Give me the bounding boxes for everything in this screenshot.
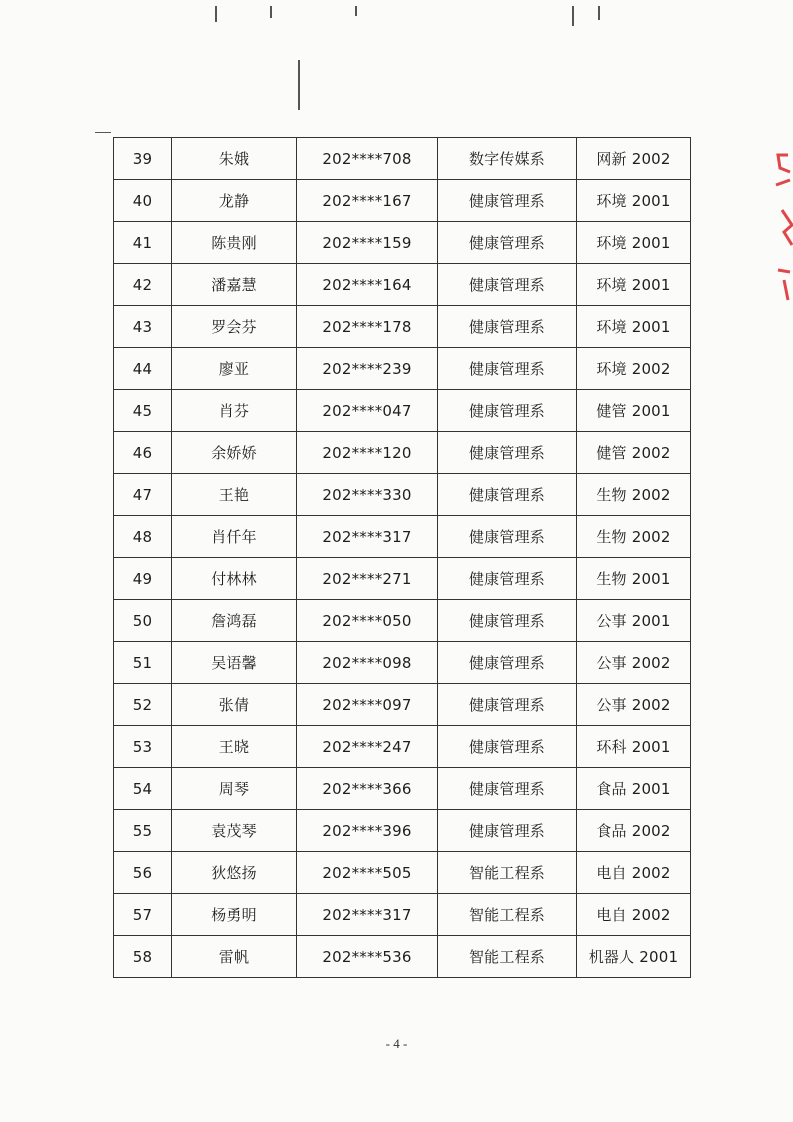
student-name-cell: 詹鸿磊	[172, 600, 297, 642]
student-name-cell: 余娇娇	[172, 432, 297, 474]
table-row	[114, 600, 691, 642]
table-row	[114, 810, 691, 852]
student-name-cell: 吴语馨	[172, 642, 297, 684]
student-id-cell: 202****047	[297, 390, 438, 432]
student-id-cell: 202****247	[297, 726, 438, 768]
student-name-cell: 罗会芬	[172, 306, 297, 348]
table-row	[114, 936, 691, 978]
row-number-cell: 43	[114, 306, 172, 348]
student-id-cell: 202****178	[297, 306, 438, 348]
table-row	[114, 852, 691, 894]
class-cell: 生物 2002	[577, 516, 691, 558]
row-number-cell: 51	[114, 642, 172, 684]
table-row	[114, 558, 691, 600]
table-row	[114, 642, 691, 684]
student-name-cell: 王晓	[172, 726, 297, 768]
student-name-cell: 朱娥	[172, 138, 297, 180]
student-id-cell: 202****159	[297, 222, 438, 264]
class-cell: 健管 2002	[577, 432, 691, 474]
class-cell: 机器人 2001	[577, 936, 691, 978]
scan-mark	[598, 6, 600, 20]
row-number-cell: 46	[114, 432, 172, 474]
class-cell: 环境 2002	[577, 348, 691, 390]
class-cell: 环科 2001	[577, 726, 691, 768]
student-name-cell: 陈贵刚	[172, 222, 297, 264]
student-name-cell: 廖亚	[172, 348, 297, 390]
student-name-cell: 龙静	[172, 180, 297, 222]
department-cell: 智能工程系	[438, 936, 577, 978]
student-name-cell: 王艳	[172, 474, 297, 516]
department-cell: 健康管理系	[438, 474, 577, 516]
student-id-cell: 202****396	[297, 810, 438, 852]
student-id-cell: 202****167	[297, 180, 438, 222]
scan-mark	[355, 6, 357, 16]
table-row	[114, 306, 691, 348]
scan-mark	[95, 132, 111, 133]
department-cell: 健康管理系	[438, 558, 577, 600]
department-cell: 健康管理系	[438, 264, 577, 306]
department-cell: 健康管理系	[438, 432, 577, 474]
table-row	[114, 516, 691, 558]
student-id-cell: 202****239	[297, 348, 438, 390]
row-number-cell: 45	[114, 390, 172, 432]
class-cell: 公事 2002	[577, 684, 691, 726]
student-id-cell: 202****097	[297, 684, 438, 726]
department-cell: 健康管理系	[438, 810, 577, 852]
table-row	[114, 726, 691, 768]
student-name-cell: 潘嘉慧	[172, 264, 297, 306]
row-number-cell: 47	[114, 474, 172, 516]
row-number-cell: 48	[114, 516, 172, 558]
department-cell: 健康管理系	[438, 306, 577, 348]
department-cell: 健康管理系	[438, 390, 577, 432]
class-cell: 环境 2001	[577, 264, 691, 306]
table-row	[114, 894, 691, 936]
department-cell: 健康管理系	[438, 600, 577, 642]
student-name-cell: 杨勇明	[172, 894, 297, 936]
department-cell: 健康管理系	[438, 180, 577, 222]
scan-mark	[215, 6, 217, 22]
table-row	[114, 684, 691, 726]
student-name-cell: 张倩	[172, 684, 297, 726]
student-name-cell: 肖芬	[172, 390, 297, 432]
red-seal-stamp	[770, 150, 793, 320]
department-cell: 数字传媒系	[438, 138, 577, 180]
student-id-cell: 202****050	[297, 600, 438, 642]
class-cell: 食品 2002	[577, 810, 691, 852]
department-cell: 健康管理系	[438, 768, 577, 810]
table-row	[114, 264, 691, 306]
row-number-cell: 44	[114, 348, 172, 390]
department-cell: 健康管理系	[438, 348, 577, 390]
student-id-cell: 202****164	[297, 264, 438, 306]
class-cell: 生物 2001	[577, 558, 691, 600]
row-number-cell: 42	[114, 264, 172, 306]
row-number-cell: 41	[114, 222, 172, 264]
row-number-cell: 56	[114, 852, 172, 894]
class-cell: 生物 2002	[577, 474, 691, 516]
student-table	[113, 137, 691, 978]
row-number-cell: 53	[114, 726, 172, 768]
student-id-cell: 202****120	[297, 432, 438, 474]
department-cell: 健康管理系	[438, 222, 577, 264]
table-row	[114, 768, 691, 810]
row-number-cell: 49	[114, 558, 172, 600]
department-cell: 健康管理系	[438, 516, 577, 558]
student-id-cell: 202****317	[297, 516, 438, 558]
department-cell: 健康管理系	[438, 642, 577, 684]
class-cell: 健管 2001	[577, 390, 691, 432]
department-cell: 智能工程系	[438, 852, 577, 894]
row-number-cell: 58	[114, 936, 172, 978]
class-cell: 公事 2001	[577, 600, 691, 642]
class-cell: 环境 2001	[577, 306, 691, 348]
student-name-cell: 付林林	[172, 558, 297, 600]
scan-mark	[270, 6, 272, 18]
table-row	[114, 348, 691, 390]
row-number-cell: 39	[114, 138, 172, 180]
class-cell: 环境 2001	[577, 222, 691, 264]
row-number-cell: 50	[114, 600, 172, 642]
student-name-cell: 雷帆	[172, 936, 297, 978]
department-cell: 智能工程系	[438, 894, 577, 936]
table-row	[114, 222, 691, 264]
table-row	[114, 432, 691, 474]
scan-mark	[572, 6, 574, 26]
student-id-cell: 202****505	[297, 852, 438, 894]
student-name-cell: 狄悠扬	[172, 852, 297, 894]
student-id-cell: 202****098	[297, 642, 438, 684]
student-id-cell: 202****536	[297, 936, 438, 978]
student-id-cell: 202****366	[297, 768, 438, 810]
table-row	[114, 180, 691, 222]
student-id-cell: 202****271	[297, 558, 438, 600]
student-id-cell: 202****708	[297, 138, 438, 180]
scan-mark	[298, 60, 300, 110]
row-number-cell: 57	[114, 894, 172, 936]
class-cell: 电自 2002	[577, 894, 691, 936]
student-name-cell: 肖仟年	[172, 516, 297, 558]
table-row	[114, 390, 691, 432]
row-number-cell: 40	[114, 180, 172, 222]
student-id-cell: 202****317	[297, 894, 438, 936]
row-number-cell: 52	[114, 684, 172, 726]
class-cell: 网新 2002	[577, 138, 691, 180]
table-row	[114, 474, 691, 516]
student-id-cell: 202****330	[297, 474, 438, 516]
student-name-cell: 袁茂琴	[172, 810, 297, 852]
row-number-cell: 55	[114, 810, 172, 852]
class-cell: 电自 2002	[577, 852, 691, 894]
class-cell: 公事 2002	[577, 642, 691, 684]
department-cell: 健康管理系	[438, 684, 577, 726]
page-number: - 4 -	[385, 1036, 408, 1051]
row-number-cell: 54	[114, 768, 172, 810]
class-cell: 环境 2001	[577, 180, 691, 222]
class-cell: 食品 2001	[577, 768, 691, 810]
student-name-cell: 周琴	[172, 768, 297, 810]
department-cell: 健康管理系	[438, 726, 577, 768]
table-row	[114, 138, 691, 180]
